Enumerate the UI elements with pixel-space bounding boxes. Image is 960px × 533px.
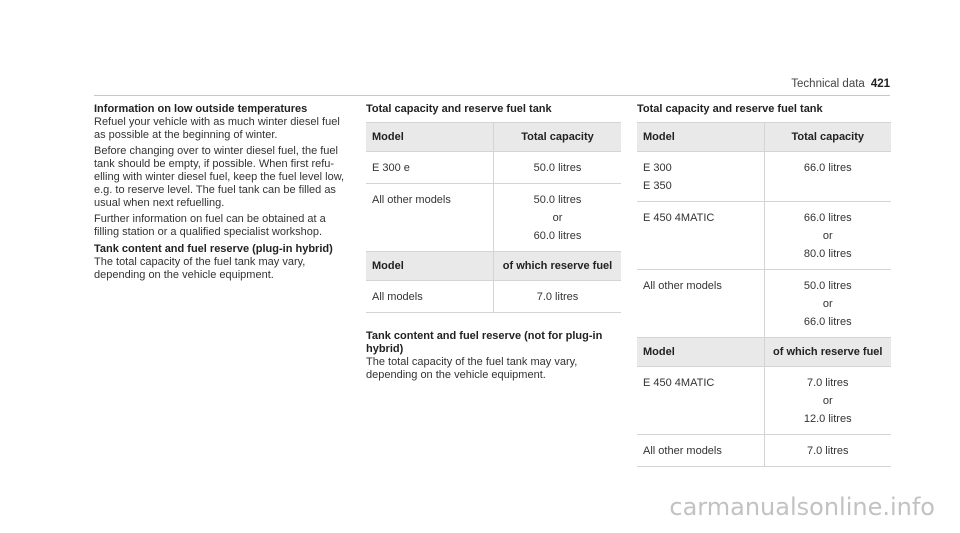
cell-reserve [764, 367, 891, 435]
value-or: or [822, 298, 833, 310]
column-standard-tables [637, 103, 891, 467]
heading-tank-plug-in: Tank content and fuel reserve (plug-in hybrid) [94, 243, 333, 255]
cell-model [637, 152, 764, 202]
cell-capacity [494, 184, 622, 252]
cell-model: All other models [637, 270, 764, 338]
column-info-low-temperatures [94, 103, 350, 285]
cell-reserve: 7.0 litres [764, 435, 891, 467]
heading-tank-not-plug-in: Tank content and fuel reserve (not for plug-in hybrid) [366, 330, 603, 355]
value-option-2: 66.0 litres [803, 316, 852, 328]
cell-capacity [764, 202, 891, 270]
value-option-2: 60.0 litres [533, 230, 582, 242]
header-model: Model [366, 123, 494, 152]
header-reserve-fuel: of which reserve fuel [764, 338, 891, 367]
page-header [791, 78, 890, 90]
cell-reserve: 7.0 litres [494, 281, 622, 313]
value-or: or [552, 212, 563, 224]
cell-model: E 300 e [366, 152, 494, 184]
table-row [366, 281, 621, 313]
paragraph-changing-over: Before changing over to winter diesel fuel, the fuel tank should be empty, if possible. When first refuelling with winter diesel fuel, keep the fuel level low, e.g. to reserve level. The fuel tank can be filled as usual when next refuelling. [94, 145, 345, 209]
page-number: 421 [870, 78, 890, 90]
cell-capacity: 66.0 litres [764, 152, 891, 202]
paragraph-further-info: Further information on fuel can be obtained at a filling station or a qualified specialist workshop. [94, 213, 326, 238]
value-option-1: 50.0 litres [533, 194, 582, 206]
heading-low-temperatures: Information on low outside temperatures [94, 103, 308, 115]
cell-model: All models [366, 281, 494, 313]
paragraph-capacity-varies: The total capacity of the fuel tank may vary, depending on the vehicle equipment. [94, 256, 306, 281]
paragraph-refuel-winter: Refuel your vehicle with as much winter diesel fuel as possible at the beginning of winter. [94, 116, 340, 141]
table-header-row [637, 123, 891, 152]
cell-model: All other models [637, 435, 764, 467]
capacity-table [637, 122, 891, 467]
table-row [366, 152, 621, 184]
capacity-table [366, 122, 621, 313]
table-title: Total capacity and reserve fuel tank [366, 103, 552, 115]
header-model: Model [366, 252, 494, 281]
cell-capacity: 50.0 litres [494, 152, 622, 184]
header-model: Model [637, 123, 764, 152]
table-header-row [366, 123, 621, 152]
cell-model: E 450 4MATIC [637, 202, 764, 270]
value-option-1: 66.0 litres [803, 212, 852, 224]
model-e300: E 300 [643, 162, 672, 174]
table-row [637, 202, 891, 270]
value-option-2: 12.0 litres [803, 413, 852, 425]
header-divider [94, 95, 890, 96]
value-option-1: 50.0 litres [803, 280, 852, 292]
paragraph-capacity-varies: The total capacity of the fuel tank may vary, depending on the vehicle equipment. [366, 356, 578, 381]
value-option-1: 7.0 litres [806, 377, 849, 389]
section-title: Technical data [791, 78, 865, 90]
header-model: Model [637, 338, 764, 367]
table-row [637, 270, 891, 338]
cell-model: E 450 4MATIC [637, 367, 764, 435]
table-row [366, 184, 621, 252]
value-or: or [822, 395, 833, 407]
watermark: carmanualsonline.info [669, 493, 935, 521]
table-header-row [637, 338, 891, 367]
value-or: or [822, 230, 833, 242]
table-row [637, 367, 891, 435]
model-e350: E 350 [643, 180, 672, 192]
table-row [637, 435, 891, 467]
header-reserve-fuel: of which reserve fuel [494, 252, 622, 281]
value-option-2: 80.0 litres [803, 248, 852, 260]
header-total-capacity: Total capacity [494, 123, 622, 152]
header-total-capacity: Total capacity [764, 123, 891, 152]
table-title: Total capacity and reserve fuel tank [637, 103, 823, 115]
column-plug-in-hybrid-tables [366, 103, 621, 382]
table-header-row [366, 252, 621, 281]
cell-model: All other models [366, 184, 494, 252]
table-row [637, 152, 891, 202]
cell-capacity [764, 270, 891, 338]
